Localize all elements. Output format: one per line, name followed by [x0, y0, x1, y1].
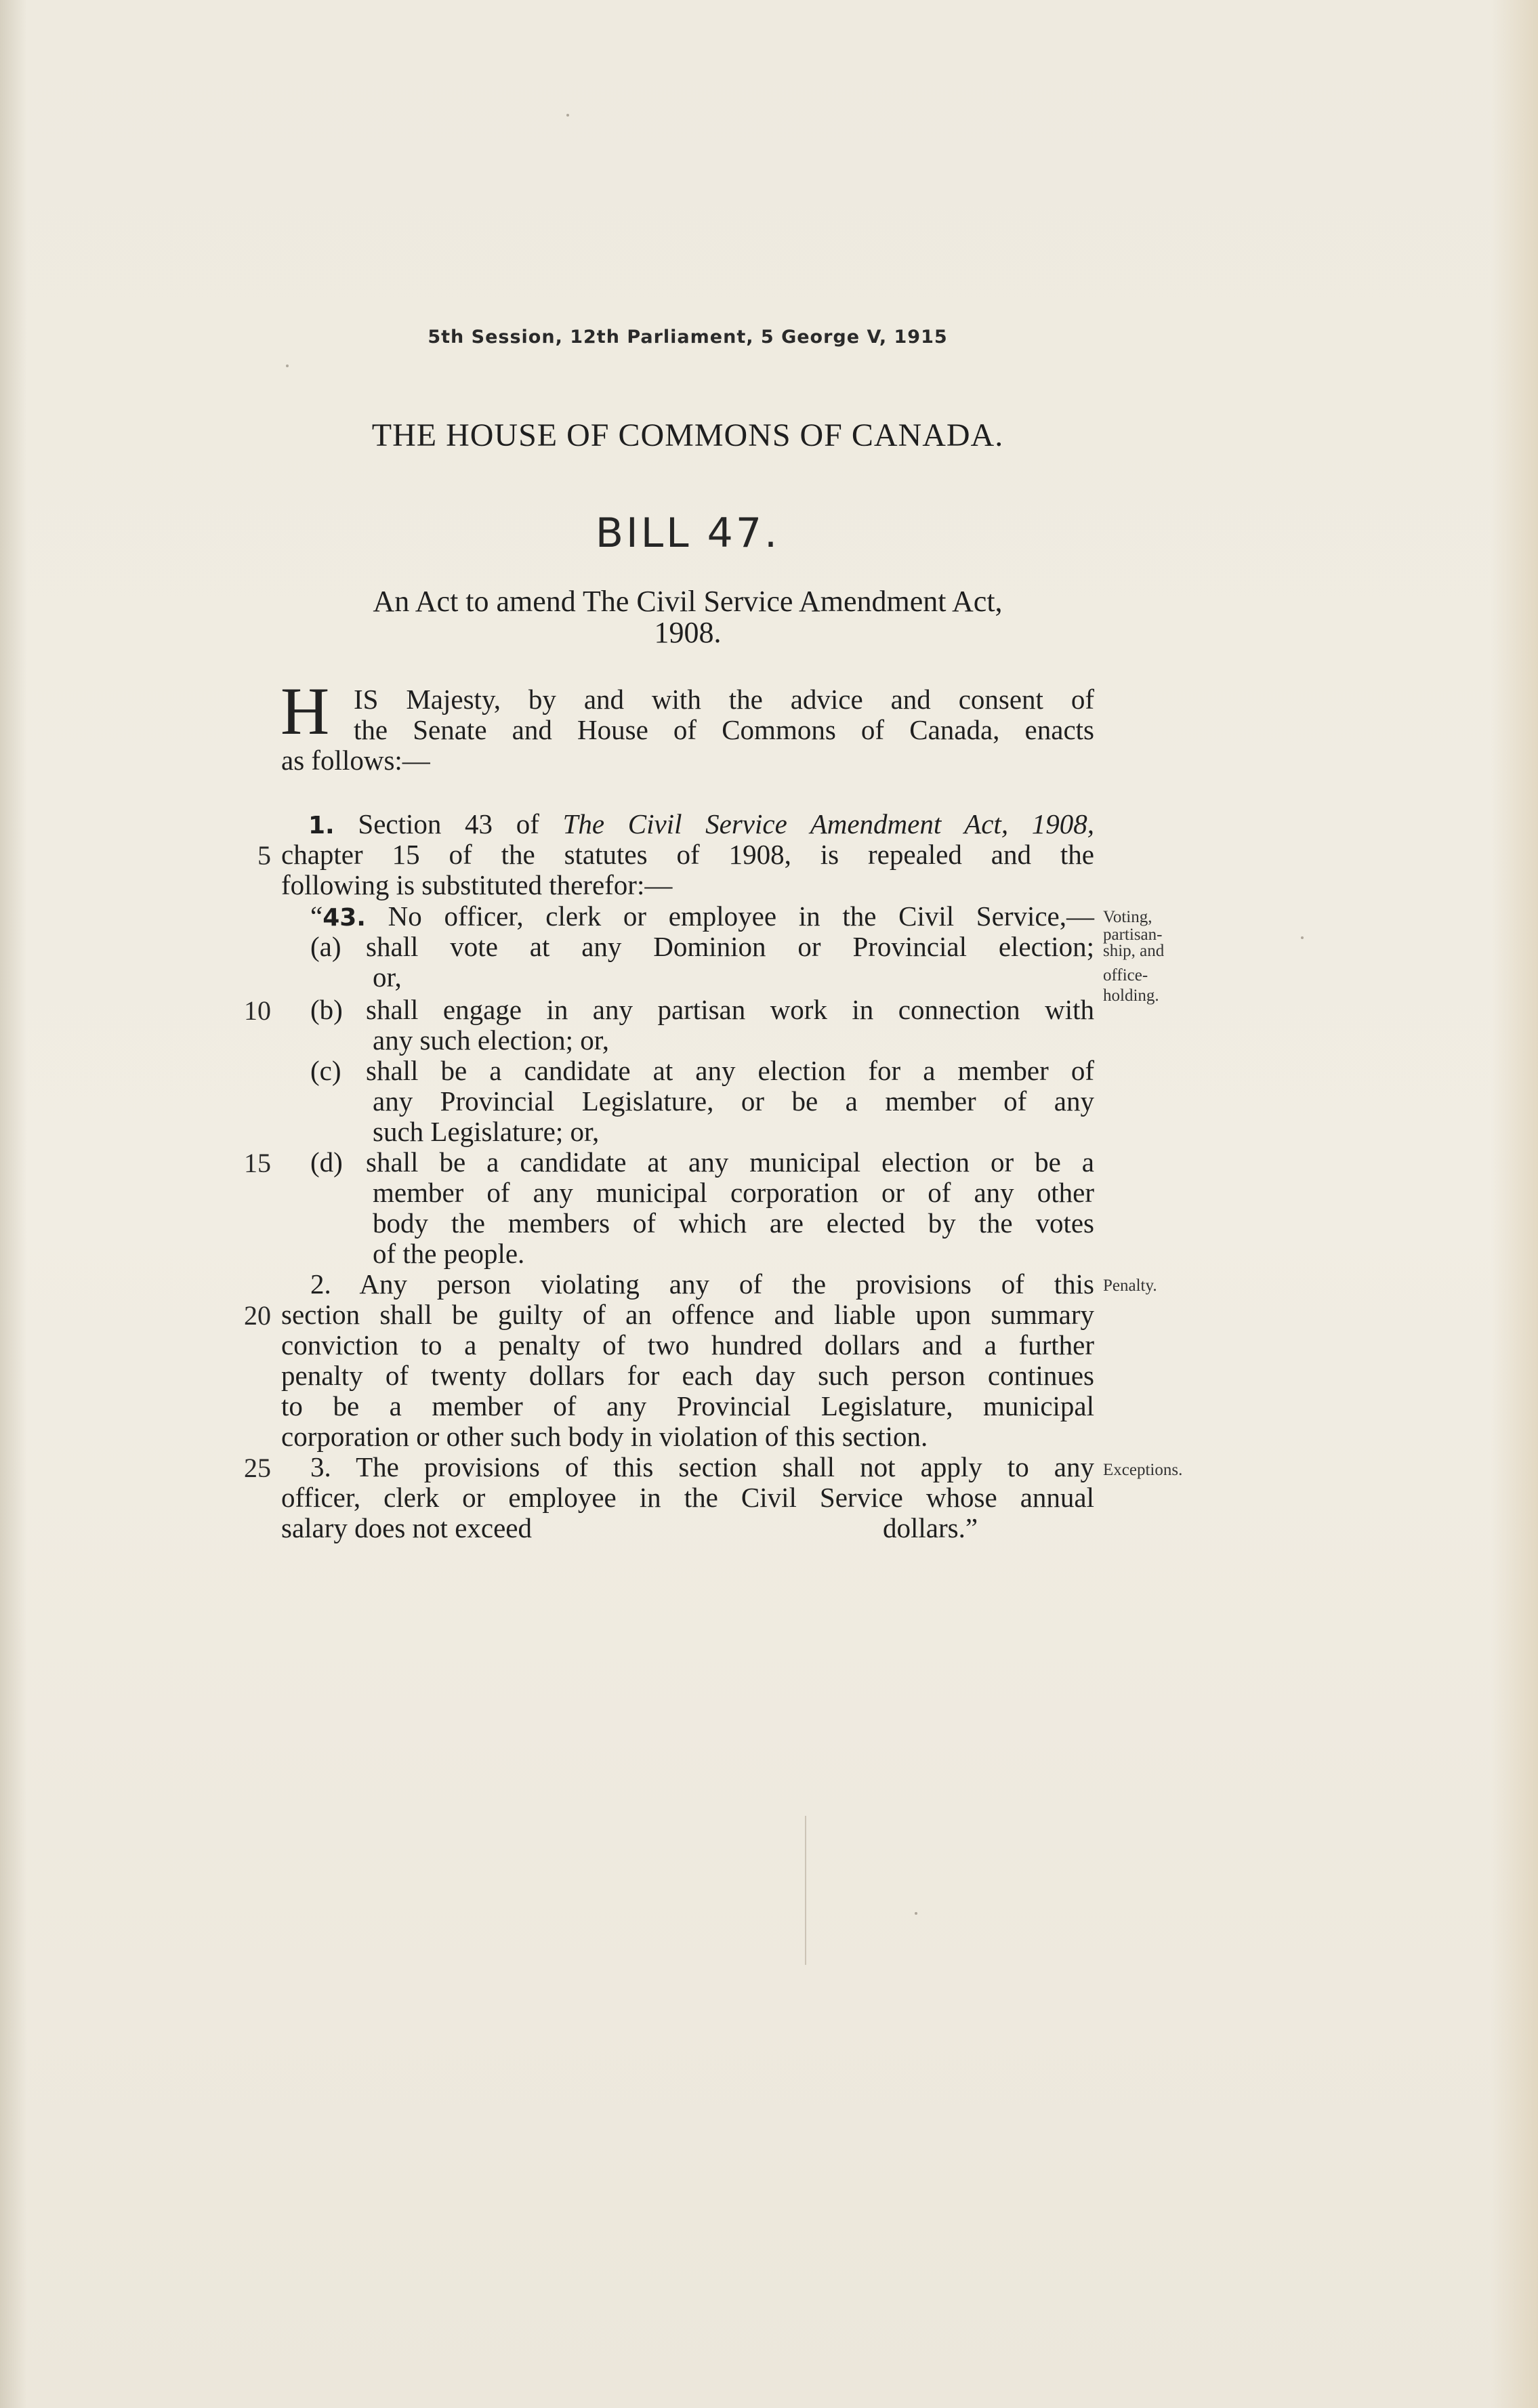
margin-note-voting-2: partisan-: [1103, 926, 1163, 944]
clause-b-line-1: shall engage in any partisan work in connection with: [366, 994, 1094, 1025]
para-3-line-1: 3. The provisions of this section shall not apply to any: [310, 1451, 1094, 1482]
clause-b-label: (b): [310, 994, 343, 1025]
clause-d-line-2: member of any municipal corporation or of any other: [373, 1177, 1094, 1208]
clause-c-label: (c): [310, 1055, 341, 1086]
drop-cap: H: [280, 673, 330, 749]
bill-title-line-1: An Act to amend The Civil Service Amendment Act,: [373, 585, 1003, 618]
para-2-line-2: section shall be guilty of an offence and liable upon summary: [281, 1299, 1094, 1330]
clause-d-line-3: body the members of which are elected by the votes: [373, 1207, 1094, 1239]
clause-c-line-2: any Provincial Legislature, or be a member of any: [373, 1085, 1094, 1117]
section-1-intro: Section 43 of: [334, 808, 563, 839]
paper-speck: [286, 365, 289, 367]
house-heading: THE HOUSE OF COMMONS OF CANADA.: [371, 417, 1004, 453]
section-43-text: No officer, clerk or employee in the Civil Service,—: [365, 900, 1094, 932]
clause-a-line-2: or,: [373, 961, 402, 993]
clause-a-label: (a): [310, 931, 341, 962]
margin-note-exceptions: Exceptions.: [1103, 1461, 1183, 1479]
line-number-25: 25: [244, 1453, 271, 1483]
section-1-number: 1.: [308, 812, 335, 839]
section-43-heading: [310, 901, 1094, 933]
para-2-line-3: conviction to a penalty of two hundred dollars and a further: [281, 1329, 1094, 1361]
open-quote: “: [310, 900, 323, 932]
para-2-line-5: to be a member of any Provincial Legislature, municipal: [281, 1390, 1094, 1421]
act-title-italic: The Civil Service Amendment Act, 1908,: [562, 808, 1094, 839]
line-number-20: 20: [244, 1300, 271, 1331]
line-number-5: 5: [257, 840, 271, 871]
para-3-line-3b: dollars.”: [883, 1512, 978, 1543]
bill-number: BILL 47.: [595, 510, 781, 557]
para-2-line-1: 2. Any person violating any of the provisions of this: [310, 1268, 1094, 1300]
margin-note-voting-1: Voting,: [1103, 908, 1152, 926]
clause-d-label: (d): [310, 1146, 343, 1178]
section-1-line-3: following is substituted therefor:—: [281, 869, 673, 900]
preamble-line-1: IS Majesty, by and with the advice and consent of: [354, 684, 1094, 715]
paper-fold-mark: [805, 1816, 806, 1965]
preamble-line-2: the Senate and House of Commons of Canada, enacts: [354, 714, 1094, 745]
clause-d-line-4: of the people.: [373, 1238, 525, 1269]
paper-speck: [1301, 936, 1304, 939]
section-1-line-1: [308, 809, 1094, 841]
clause-c-line-1: shall be a candidate at any election for a member of: [366, 1055, 1094, 1086]
line-number-10: 10: [244, 995, 271, 1026]
para-2-line-4: penalty of twenty dollars for each day such person continues: [281, 1360, 1094, 1391]
para-3-line-3a: salary does not exceed: [281, 1512, 532, 1543]
section-43-number: 43.: [323, 904, 366, 932]
margin-note-voting-5: holding.: [1103, 987, 1159, 1005]
paper-speck: [915, 1912, 917, 1915]
margin-note-penalty: Penalty.: [1103, 1276, 1157, 1295]
section-1-line-2: chapter 15 of the statutes of 1908, is repealed and the: [281, 839, 1094, 870]
clause-d-line-1: shall be a candidate at any municipal election or be a: [366, 1146, 1094, 1178]
paper-speck: [566, 114, 569, 117]
line-number-15: 15: [244, 1148, 271, 1178]
clause-a-line-1: shall vote at any Dominion or Provincial election;: [366, 931, 1094, 962]
margin-note-voting-3: ship, and: [1103, 942, 1165, 960]
para-2-line-6: corporation or other such body in violation of this section.: [281, 1421, 928, 1452]
bill-title-line-2: 1908.: [654, 616, 722, 649]
preamble-line-3: as follows:—: [281, 745, 430, 776]
margin-note-voting-4: office-: [1103, 966, 1148, 984]
clause-b-line-2: any such election; or,: [373, 1024, 610, 1056]
clause-c-line-3: such Legislature; or,: [373, 1116, 600, 1147]
session-header: 5th Session, 12th Parliament, 5 George V, 1915: [428, 327, 948, 348]
para-3-line-2: officer, clerk or employee in the Civil Service whose annual: [281, 1482, 1094, 1513]
